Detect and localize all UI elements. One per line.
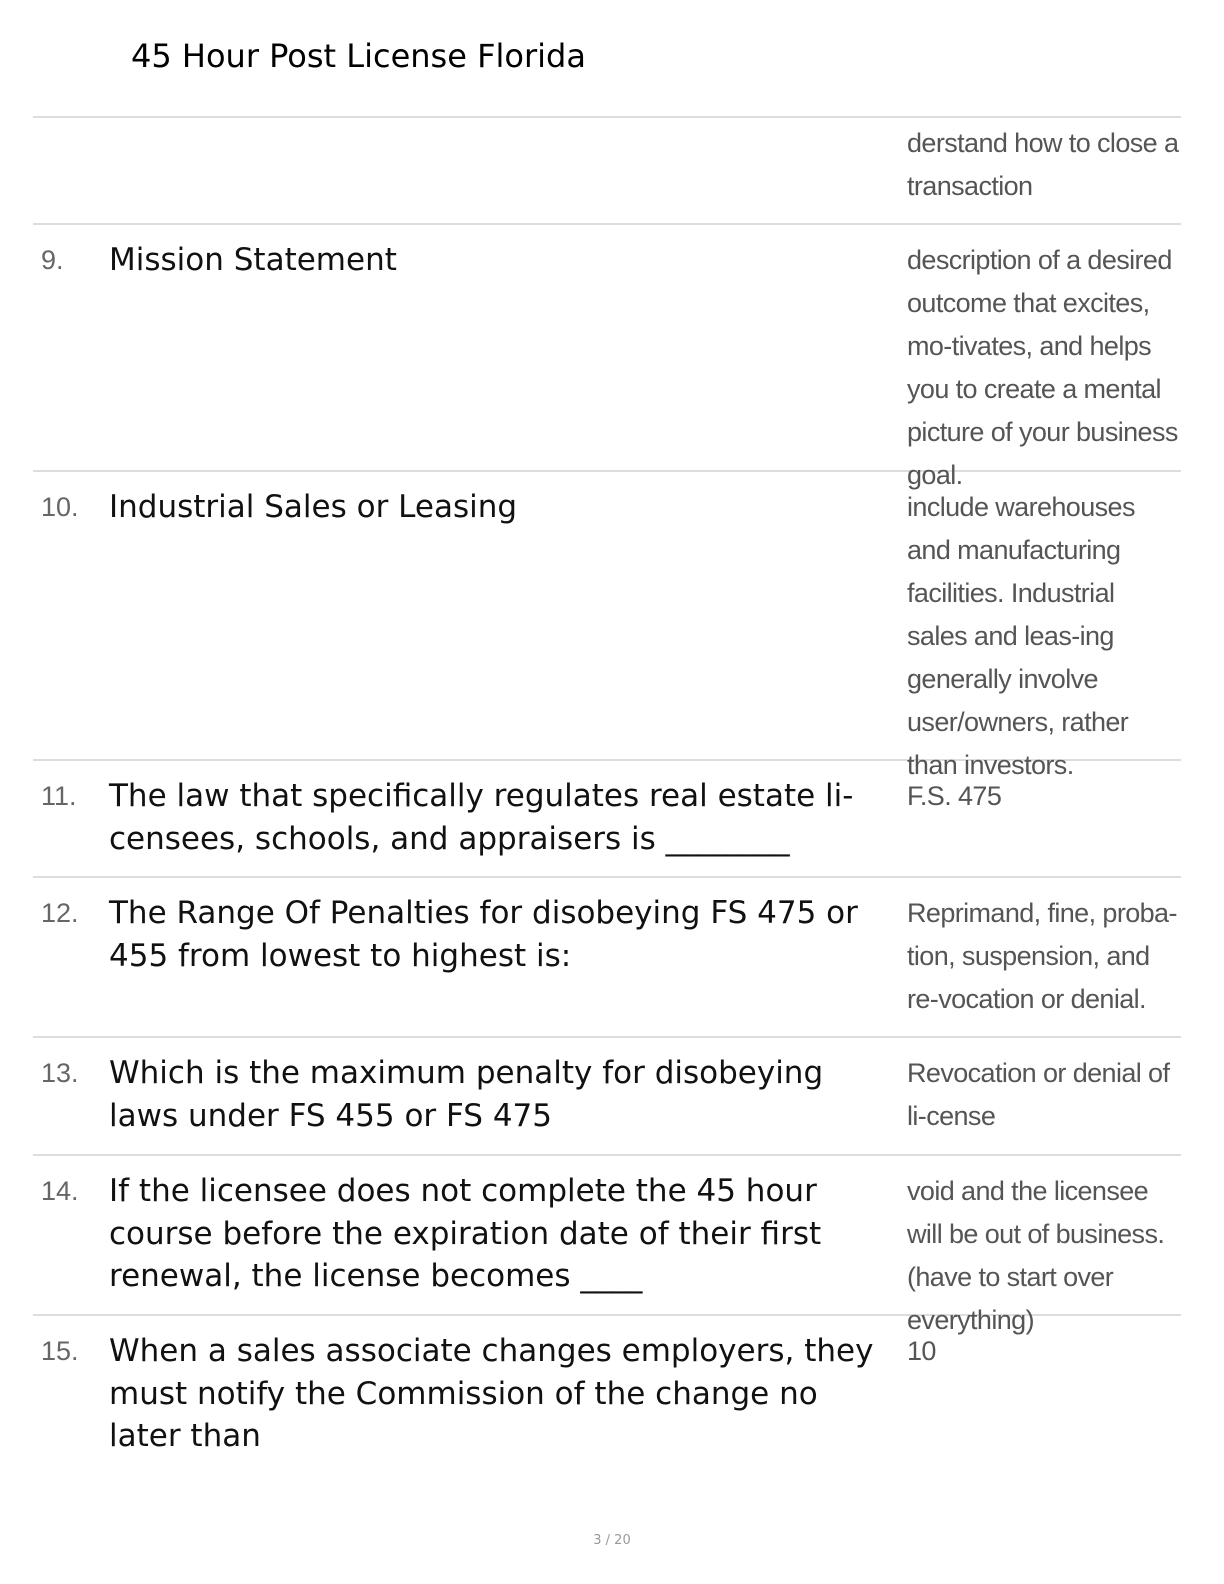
card-number: 12. <box>41 898 79 928</box>
card-term <box>109 122 907 223</box>
card-number: 13. <box>41 1058 79 1088</box>
card-definition: F.S. 475 <box>907 781 1002 811</box>
card-definition: Reprimand, fine, proba-tion, suspension, and re-vocation or denial. <box>907 898 1177 1014</box>
card-row <box>33 1156 1181 1335</box>
card-term: Industrial Sales or Leasing <box>109 489 518 525</box>
card-definition: 10 <box>907 1336 936 1366</box>
card-row <box>33 1316 1181 1454</box>
card-number: 14. <box>41 1176 79 1206</box>
card-term: If the licensee does not complete the 45 hour course before the expiration date of their first renewal, the license becomes ____ <box>109 1173 822 1294</box>
flashcard-list <box>33 116 1181 1454</box>
card-row <box>33 472 1181 780</box>
card-row <box>33 225 1181 490</box>
card-row <box>33 878 1181 1038</box>
card-term: When a sales associate changes employers, they must notify the Commission of the change no later than <box>109 1333 874 1454</box>
card-definition: include warehouses and manufacturing facilities. Industrial sales and leas-ing generally involve user/owners, rather than investors. <box>907 492 1135 780</box>
card-number: 11. <box>41 781 77 811</box>
card-term: The Range Of Penalties for disobeying FS 475 or 455 from lowest to highest is: <box>109 895 858 974</box>
card-number <box>33 122 109 223</box>
page-number: 3 / 20 <box>593 1533 631 1548</box>
card-row <box>33 1038 1181 1156</box>
card-number: 15. <box>41 1336 79 1366</box>
card-definition: void and the licensee will be out of business. (have to start over everything) <box>907 1176 1165 1335</box>
card-definition: description of a desired outcome that excites, mo-tivates, and helps you to create a mental picture of your business goal. <box>907 245 1178 490</box>
card-number: 9. <box>41 245 64 275</box>
card-term: Which is the maximum penalty for disobeying laws under FS 455 or FS 475 <box>109 1055 824 1134</box>
card-definition: derstand how to close a transaction <box>907 128 1179 201</box>
card-term: The law that specifically regulates real estate li-censees, schools, and appraisers is ________ <box>109 778 854 857</box>
document-title: 45 Hour Post License Florida <box>131 37 586 75</box>
card-definition: Revocation or denial of li-cense <box>907 1058 1170 1131</box>
card-row <box>33 118 1181 225</box>
card-number: 10. <box>41 492 79 522</box>
card-term: Mission Statement <box>109 242 397 278</box>
card-row <box>33 761 1181 878</box>
